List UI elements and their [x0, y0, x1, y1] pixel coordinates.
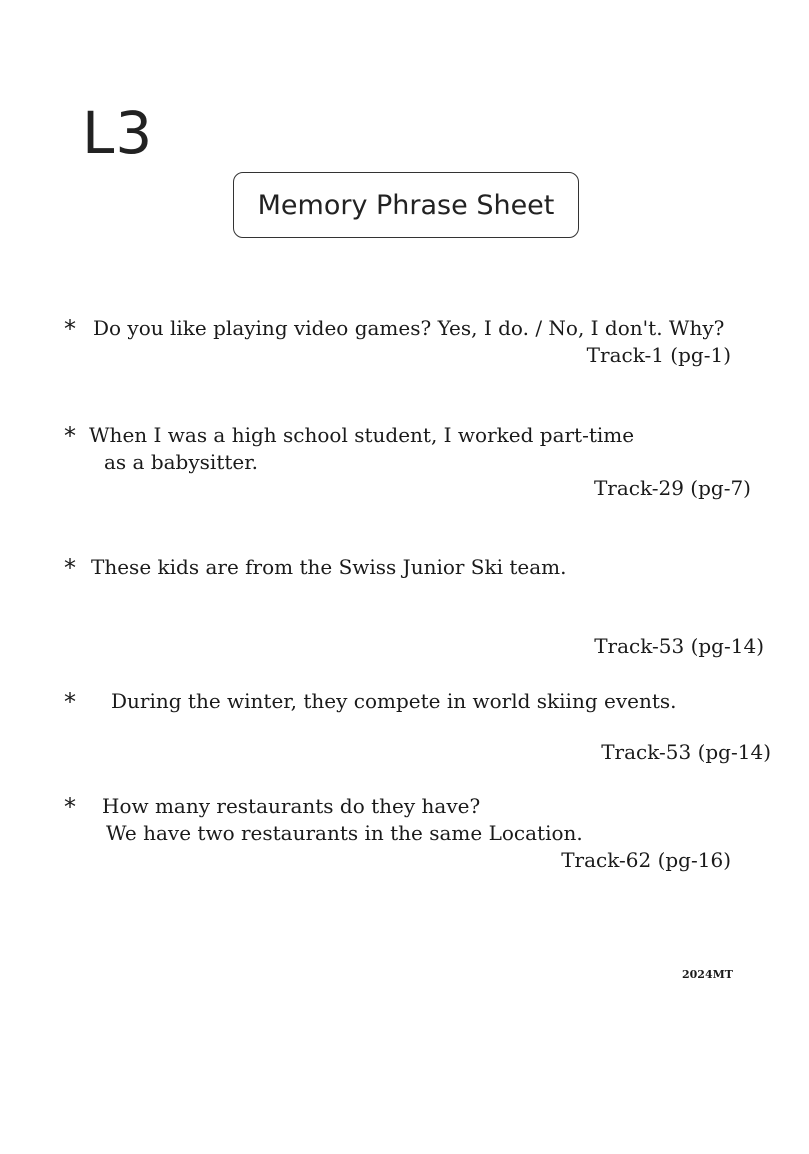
- level-label: L3: [82, 99, 154, 167]
- bullet-star-icon: *: [64, 422, 76, 450]
- phrase-line: When I was a high school student, I worked part-time: [89, 423, 635, 447]
- bullet-star-icon: *: [64, 554, 76, 582]
- track-reference: Track-1 (pg-1): [586, 343, 731, 367]
- phrase-line: During the winter, they compete in world skiing events.: [111, 689, 677, 713]
- footer-code: 2024MT: [682, 968, 733, 981]
- track-reference: Track-53 (pg-14): [594, 634, 764, 658]
- phrase-line: Do you like playing video games? Yes, I do. / No, I don't. Why?: [93, 316, 725, 340]
- bullet-star-icon: *: [64, 793, 76, 821]
- phrase-line: We have two restaurants in the same Location.: [106, 821, 583, 845]
- phrase-line: as a babysitter.: [104, 450, 258, 474]
- bullet-star-icon: *: [64, 315, 76, 343]
- track-reference: Track-62 (pg-16): [561, 848, 731, 872]
- title-box: [233, 172, 579, 238]
- track-reference: Track-29 (pg-7): [593, 476, 751, 500]
- bullet-star-icon: *: [64, 688, 76, 716]
- page-title: Memory Phrase Sheet: [257, 189, 555, 221]
- phrase-line: These kids are from the Swiss Junior Ski team.: [91, 555, 567, 579]
- phrase-line: How many restaurants do they have?: [102, 794, 481, 818]
- track-reference: Track-53 (pg-14): [601, 740, 771, 764]
